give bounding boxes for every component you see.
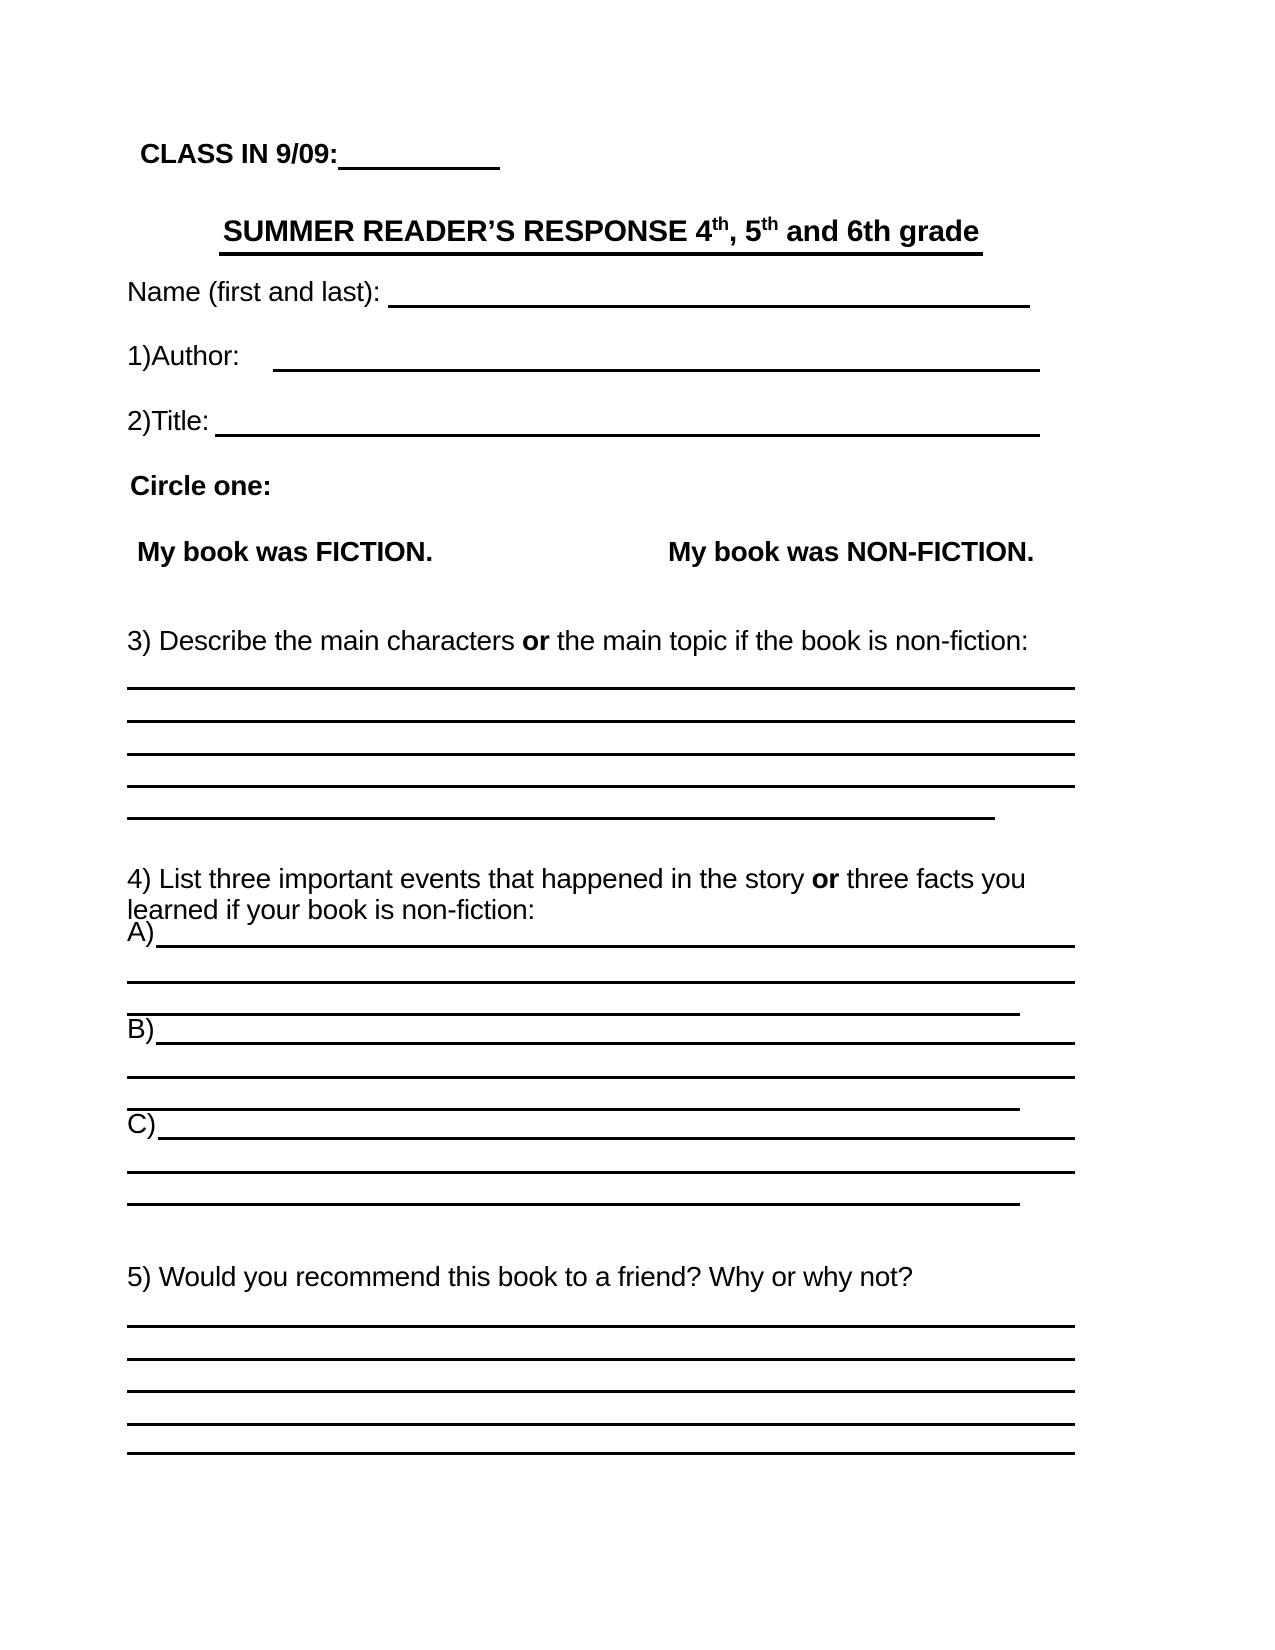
title-mid: , 5: [728, 215, 762, 248]
answer-line: [127, 981, 1075, 984]
name-blank-line: [388, 305, 1030, 308]
answer-line: [127, 1452, 1075, 1455]
answer-line: [127, 1423, 1075, 1426]
answer-line: [127, 1203, 1020, 1206]
circle-one-instruction: Circle one:: [130, 470, 272, 501]
item-a-blank-line: [156, 945, 1075, 948]
question-4-post: three facts you: [838, 863, 1026, 894]
item-a-label: A): [127, 916, 155, 947]
page-title-text: [219, 213, 983, 256]
answer-line: [127, 785, 1075, 788]
author-blank-line: [273, 369, 1040, 372]
item-b-blank-line: [156, 1042, 1075, 1045]
item-c-blank-line: [158, 1137, 1075, 1140]
title-superscript-5th: th: [761, 213, 779, 234]
question-4-or: or: [811, 863, 839, 894]
name-label: Name (first and last):: [127, 276, 381, 307]
page-title: [127, 213, 1075, 256]
item-a-row: [127, 916, 1075, 948]
author-label: 1)Author:: [127, 340, 240, 371]
question-3-pre: 3) Describe the main characters: [127, 625, 523, 656]
item-b-row: [127, 1013, 1075, 1045]
item-b-label: B): [127, 1013, 155, 1044]
book-title-label: 2)Title:: [127, 405, 210, 436]
option-fiction: My book was FICTION.: [137, 536, 433, 567]
question-3-or: or: [522, 625, 550, 656]
answer-line: [127, 1076, 1075, 1079]
class-label: CLASS IN 9/09:: [140, 138, 339, 169]
author-field-row: [127, 340, 1040, 372]
answer-line: [127, 720, 1075, 723]
answer-line: [127, 1358, 1075, 1361]
answer-line: [127, 1171, 1075, 1174]
title-superscript-4th: th: [711, 213, 729, 234]
option-nonfiction: My book was NON-FICTION.: [668, 536, 1035, 567]
title-prefix: SUMMER READER’S RESPONSE 4: [222, 215, 712, 248]
class-blank-line: [338, 167, 500, 170]
answer-line: [127, 753, 1075, 756]
book-title-blank-line: [215, 434, 1040, 437]
title-suffix: and 6th grade: [778, 215, 980, 248]
answer-line: [127, 817, 995, 820]
answer-line: [127, 1325, 1075, 1328]
question-3-post: the main topic if the book is non-fiction:: [549, 625, 1029, 656]
item-c-row: [127, 1108, 1075, 1140]
question-4-line2: learned if your book is non-fiction:: [127, 894, 535, 925]
answer-line: [127, 1390, 1075, 1393]
answer-line: [127, 687, 1075, 690]
question-4-pre: 4) List three important events that happened in the story: [127, 863, 812, 894]
class-field-row: [140, 138, 500, 170]
name-field-row: [127, 276, 1030, 308]
question-5-text: 5) Would you recommend this book to a friend? Why or why not?: [127, 1261, 913, 1292]
question-3-text: [127, 625, 1028, 656]
book-title-field-row: [127, 405, 1040, 437]
item-c-label: C): [127, 1108, 156, 1139]
